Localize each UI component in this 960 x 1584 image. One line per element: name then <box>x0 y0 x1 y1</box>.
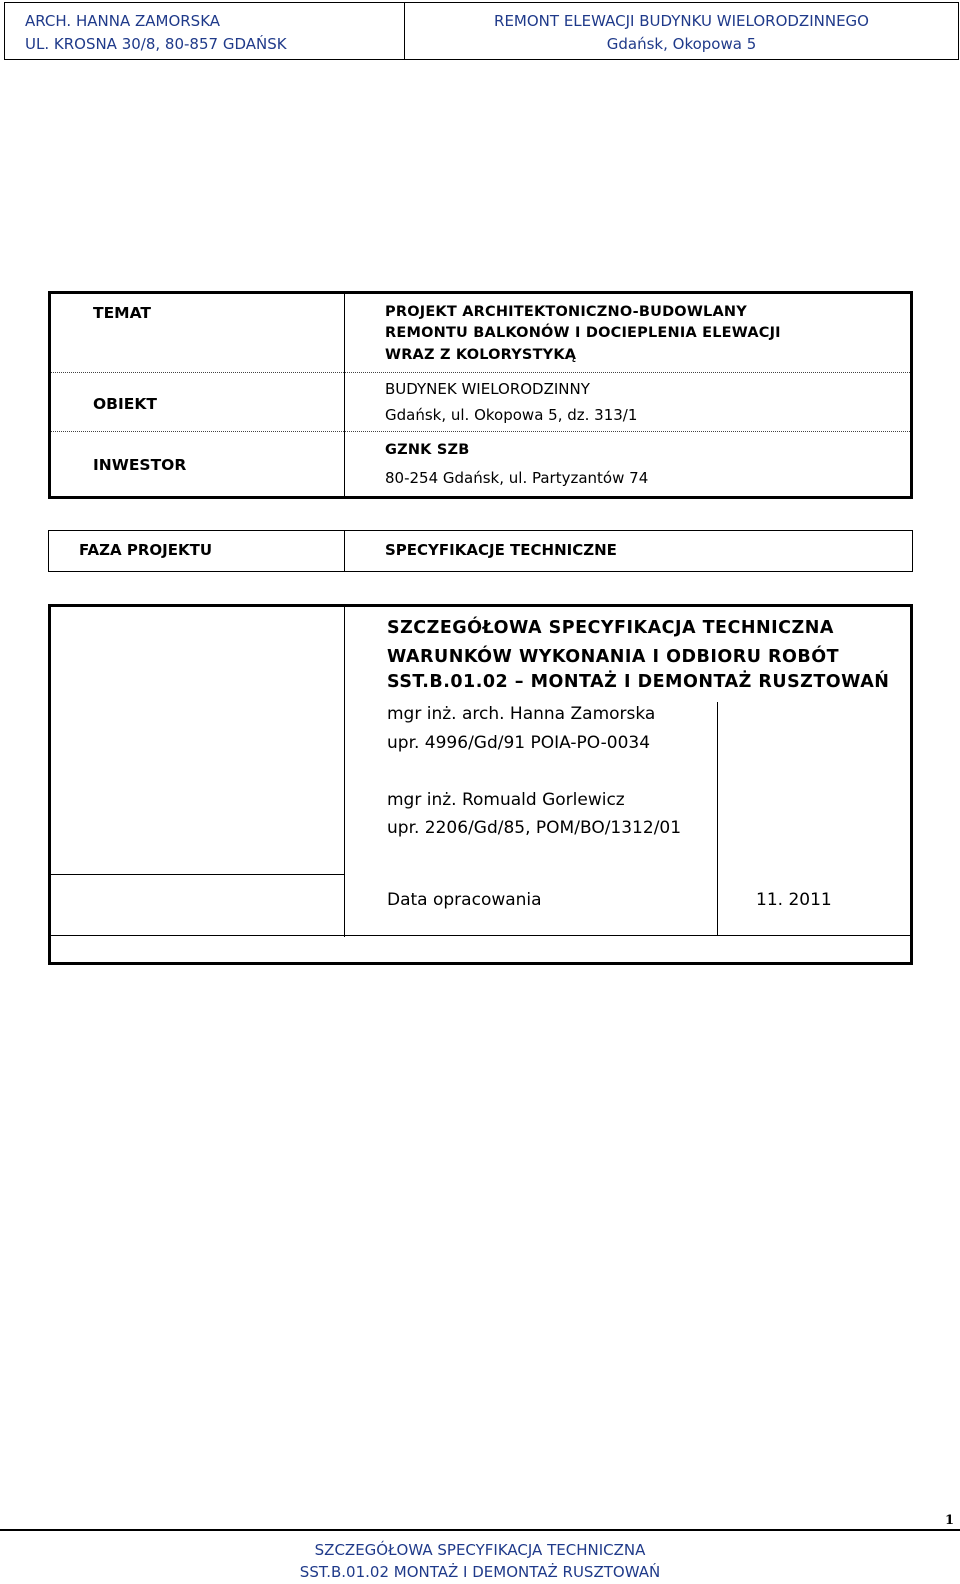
inwestor-line-2: 80-254 Gdańsk, ul. Partyzantów 74 <box>385 469 649 487</box>
header-project-title: REMONT ELEWACJI BUDYNKU WIELORODZINNEGO <box>494 12 869 30</box>
page-header <box>4 2 959 60</box>
date-label: Data opracowania <box>387 890 542 910</box>
project-info-table <box>48 291 913 499</box>
author-1-name: mgr inż. arch. Hanna Zamorska <box>387 704 656 724</box>
specification-table <box>48 604 913 965</box>
spec-title-line-1: SZCZEGÓŁOWA SPECYFIKACJA TECHNICZNA <box>387 618 834 638</box>
header-author-address: UL. KROSNA 30/8, 80-857 GDAŃSK <box>25 35 287 53</box>
spec-title-line-2: WARUNKÓW WYKONANIA I ODBIORU ROBÓT <box>387 647 840 667</box>
temat-label: TEMAT <box>93 304 151 322</box>
phase-label: FAZA PROJEKTU <box>79 541 213 559</box>
temat-line-3: WRAZ Z KOLORYSTYKĄ <box>385 347 577 363</box>
project-phase-table <box>48 530 913 572</box>
author-2-license: upr. 2206/Gd/85, POM/BO/1312/01 <box>387 818 682 838</box>
header-project-location: Gdańsk, Okopowa 5 <box>606 35 757 53</box>
header-author <box>5 3 405 59</box>
page-number: 1 <box>944 1513 954 1528</box>
spec-title-line-3: SST.B.01.02 – MONTAŻ I DEMONTAŻ RUSZTOWAŃ <box>387 672 890 692</box>
footer-line-1: SZCZEGÓŁOWA SPECYFIKACJA TECHNICZNA <box>314 1541 646 1559</box>
footer-divider <box>0 1529 960 1531</box>
footer-line-2: SST.B.01.02 MONTAŻ I DEMONTAŻ RUSZTOWAŃ <box>299 1563 661 1581</box>
obiekt-line-1: BUDYNEK WIELORODZINNY <box>385 380 590 398</box>
temat-line-2: REMONTU BALKONÓW I DOCIEPLENIA ELEWACJI <box>385 325 781 341</box>
header-author-name: ARCH. HANNA ZAMORSKA <box>25 12 221 30</box>
author-2-name: mgr inż. Romuald Gorlewicz <box>387 790 625 810</box>
inwestor-label: INWESTOR <box>93 456 187 474</box>
inwestor-line-1: GZNK SZB <box>385 442 470 458</box>
author-1-license: upr. 4996/Gd/91 POIA-PO-0034 <box>387 733 651 753</box>
date-value: 11. 2011 <box>756 890 832 910</box>
phase-value: SPECYFIKACJE TECHNICZNE <box>385 541 617 559</box>
obiekt-label: OBIEKT <box>93 395 157 413</box>
header-project <box>405 3 958 59</box>
temat-line-1: PROJEKT ARCHITEKTONICZNO-BUDOWLANY <box>385 304 747 320</box>
obiekt-line-2: Gdańsk, ul. Okopowa 5, dz. 313/1 <box>385 406 638 424</box>
